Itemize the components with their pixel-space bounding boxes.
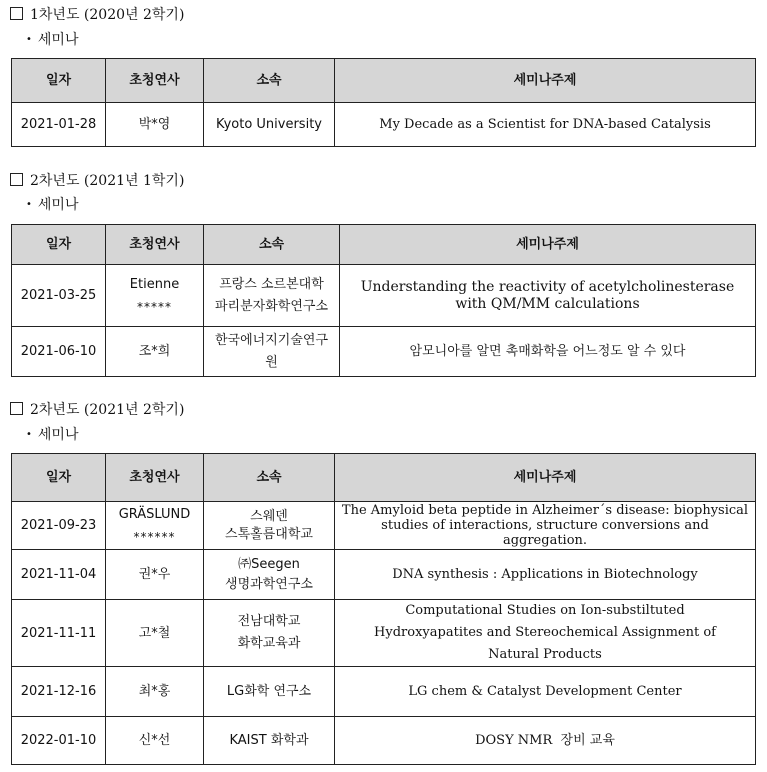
cell-affiliation: Kyoto University [204, 103, 335, 147]
checkbox-icon [10, 402, 23, 415]
table-header-row [12, 454, 756, 502]
header-topic: 세미나주제 [335, 59, 756, 103]
affiliation-line-1: 프랑스 소르본대학 [219, 276, 324, 292]
cell-speaker: 권*우 [106, 550, 204, 600]
cell-date: 2021-12-16 [12, 667, 106, 717]
table-row [12, 502, 756, 550]
cell-topic: LG chem & Catalyst Development Center [335, 667, 756, 717]
seminar-table [11, 453, 756, 765]
table-row [12, 550, 756, 600]
cell-speaker: 고*철 [106, 600, 204, 667]
header-date: 일자 [12, 59, 106, 103]
table-row [12, 103, 756, 147]
speaker-name: Etienne [129, 276, 180, 292]
cell-date: 2022-01-10 [12, 717, 106, 765]
cell-date: 2021-03-25 [12, 265, 106, 327]
table-row [12, 327, 756, 377]
table-header-row [12, 225, 756, 265]
cell-date: 2021-09-23 [12, 502, 106, 550]
bullet-icon: • [26, 199, 32, 210]
cell-affiliation [204, 265, 340, 327]
cell-topic: The Amyloid beta peptide in Alzheimer´s disease: biophysical studies of interactions, structure conversions and aggregation. [335, 502, 756, 550]
header-affiliation: 소속 [204, 454, 335, 502]
cell-affiliation [204, 327, 340, 377]
cell-affiliation [204, 550, 335, 600]
section-title: 2차년도 (2021년 2학기) [10, 402, 184, 418]
cell-affiliation: KAIST 화학과 [204, 717, 335, 765]
header-affiliation: 소속 [204, 225, 340, 265]
header-speaker: 초청연사 [106, 454, 204, 502]
affiliation-line-2: 생명과학연구소 [225, 576, 313, 592]
header-date: 일자 [12, 454, 106, 502]
cell-speaker: 최*홍 [106, 667, 204, 717]
cell-speaker: 신*선 [106, 717, 204, 765]
affiliation-line-1: ㈜Seegen [238, 556, 300, 572]
cell-date: 2021-06-10 [12, 327, 106, 377]
section-subtitle: • 세미나 [26, 197, 79, 213]
header-date: 일자 [12, 225, 106, 265]
header-speaker: 초청연사 [106, 59, 204, 103]
header-affiliation: 소속 [204, 59, 335, 103]
cell-speaker [106, 502, 204, 550]
table-row [12, 600, 756, 667]
cell-topic: My Decade as a Scientist for DNA-based Catalysis [335, 103, 756, 147]
cell-affiliation [204, 502, 335, 550]
speaker-name: GRÄSLUND [118, 506, 191, 522]
cell-date: 2021-11-11 [12, 600, 106, 667]
cell-speaker: 조*희 [106, 327, 204, 377]
cell-affiliation: LG화학 연구소 [204, 667, 335, 717]
seminar-table [11, 58, 756, 147]
affiliation-line-1: 전남대학교 [237, 614, 301, 629]
header-speaker: 초청연사 [106, 225, 204, 265]
cell-topic: DOSY NMR 장비 교육 [335, 717, 756, 765]
affiliation-line-2: 스톡홀름대학교 [225, 526, 313, 542]
table-row [12, 717, 756, 765]
bullet-icon: • [26, 34, 32, 45]
table-row [12, 265, 756, 327]
affiliation-line-2: 원 [265, 354, 278, 370]
section-subtitle: • 세미나 [26, 32, 79, 48]
cell-topic: 암모니아를 알면 촉매화학을 어느정도 알 수 있다 [340, 327, 756, 377]
seminar-table [11, 224, 756, 377]
affiliation-line-2: 화학교육과 [237, 636, 301, 651]
section-subtitle: • 세미나 [26, 427, 79, 443]
header-topic: 세미나주제 [340, 225, 756, 265]
section-title: 1차년도 (2020년 2학기) [10, 7, 184, 23]
cell-topic: DNA synthesis : Applications in Biotechnology [335, 550, 756, 600]
speaker-name-masked: ***** [137, 299, 172, 314]
table-header-row [12, 59, 756, 103]
cell-date: 2021-01-28 [12, 103, 106, 147]
table-row [12, 667, 756, 717]
affiliation-line-1: 한국에너지기술연구 [214, 332, 329, 348]
header-topic: 세미나주제 [335, 454, 756, 502]
cell-speaker [106, 265, 204, 327]
speaker-name-masked: ****** [133, 529, 176, 544]
section-title: 2차년도 (2021년 1학기) [10, 173, 184, 189]
affiliation-line-1: 스웨덴 [250, 508, 288, 524]
checkbox-icon [10, 7, 23, 20]
cell-speaker: 박*영 [106, 103, 204, 147]
cell-topic: Computational Studies on Ion-substiltuted Hydroxyapatites and Stereochemical Assignment of Natural Products [335, 600, 756, 667]
cell-date: 2021-11-04 [12, 550, 106, 600]
affiliation-line-2: 파리분자화학연구소 [214, 298, 329, 314]
bullet-icon: • [26, 429, 32, 440]
cell-topic: Understanding the reactivity of acetylcholinesterase with QM/MM calculations [340, 265, 756, 327]
checkbox-icon [10, 173, 23, 186]
cell-affiliation [204, 600, 335, 667]
